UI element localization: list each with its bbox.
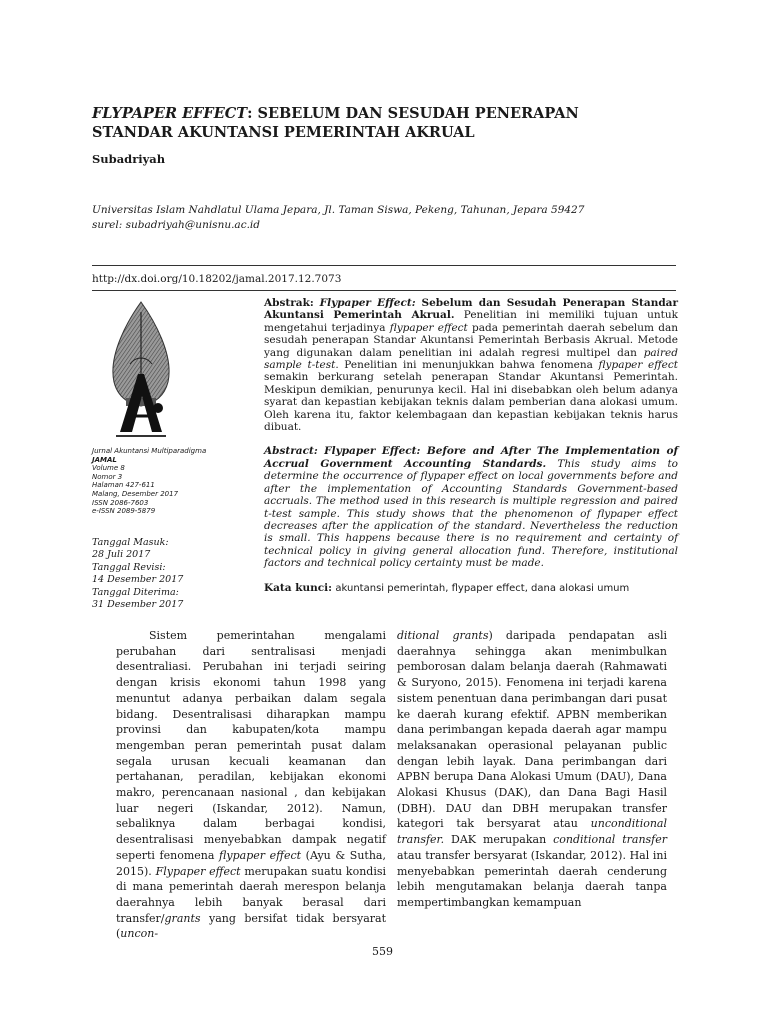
meta-abbrev: JAMAL bbox=[92, 455, 117, 464]
meta-journal: Jurnal Akuntansi Multiparadigma bbox=[92, 447, 207, 455]
journal-logo-icon bbox=[102, 300, 180, 440]
meta-city-date: Malang, Desember 2017 bbox=[92, 489, 179, 498]
meta-issn: ISSN 2086-7603 bbox=[92, 498, 149, 507]
doi-link[interactable]: http://dx.doi.org/10.18202/jamal.2017.12.7073 bbox=[92, 273, 342, 285]
body-paragraph-cont: ditional grants) daripada pendapatan asli daerahnya sehingga akan menimbulkan pemborosan dalam belanja daerah (Rahmawati & Suryono, 2015). Fenomena ini terjadi karena sistem penentuan dana perimbangan dari pusat ke daerah kurang efektif. APBN memberikan dana perimbangan kepada daerah agar mampu melaksanakan operasional pelayanan public dengan lebih layak. Dana perimbangan dari APBN berupa Dana Alokasi Umum (DAU), Dana Alokasi Khusus (DAK), dan Dana Bagi Hasil (DBH). DAU dan DBH merupakan transfer kategori tak bersyarat atau unconditional transfer. DAK merupakan conditional transfer atau transfer bersyarat (Iskandar, 2012). Hal ini menyebabkan pemerintah daerah cenderung lebih mengutamakan belanja daerah tanpa mempertimbangkan kemampuan bbox=[397, 629, 668, 909]
affiliation-email: surel: subadriyah@unisnu.ac.id bbox=[92, 219, 260, 231]
doi-rule bbox=[92, 290, 676, 291]
body-paragraph: Sistem pemerintahan mengalami perubahan dari sentralisasi menjadi desentraliasi. Perubahan ini terjadi seiring dengan krisis ekonomi tahun 1998 yang menuntut adanya perbaikan dalam segala bidang. Desentralisasi diharapkan mampu provinsi dan kabupaten/kota mampu mengemban peran pemerintah pusat dalam segala urusan kecuali keamanan dan pertahanan, peradilan, kebijakan ekonomi makro, perencanaan nasional , dan kebijakan luar negeri (Iskandar, 2012). Namun, sebaliknya dalam berbagai kondisi, desentralisasi menyebabkan dampak negatif seperti fenomena flypaper effect (Ayu & Sutha, 2015). Flypaper effect merupakan suatu kondisi di mana pemerintah daerah merespon belanja daerahnya lebih banyak berasal dari transfer/grants yang bersifat tidak bersyarat (uncon- bbox=[116, 629, 387, 941]
affiliation-address: Universitas Islam Nahdlatul Ulama Jepara, Jl. Taman Siswa, Pekeng, Tahunan, Jepara 59427 bbox=[92, 204, 585, 216]
date-diterima-label: Tanggal Diterima: bbox=[92, 586, 179, 598]
page-number: 559 bbox=[372, 945, 393, 958]
abstract-indonesian: Abstrak: Flypaper Effect: Sebelum dan Sesudah Penerapan Standar Akuntansi Pemerintah Akrual. Penelitian ini memiliki tujuan untuk mengetahui terjadinya flypaper effect pada pemerintah daerah sebelum dan sesudah penerapan Standar Akuntansi Pemerintah Berbasis Akrual. Metode yang digunakan dalam penelitian ini adalah regresi multipel dan paired sample t-test. Penelitian ini menunjukkan bahwa fenomena flypaper effect semakin berkurang setelah penerapan Standar Akuntansi Pemerintah. Meskipun demikian, penurunya kecil. Hal ini disebabkan oleh belum adanya syarat dan kepastian kebijakan teknis dalam pemberian dana alokasi umum. Oleh karena itu, faktor kelembagaan dan kepastian kebijakan teknis harus dibuat. bbox=[264, 297, 679, 434]
date-masuk: 28 Juli 2017 bbox=[92, 549, 151, 561]
meta-eissn: e-ISSN 2089-5879 bbox=[92, 507, 156, 516]
body-column-left bbox=[116, 628, 386, 942]
meta-volume: Volume 8 bbox=[92, 464, 125, 473]
keywords: Kata kunci: akuntansi pemerintah, flypaper effect, dana alokasi umum bbox=[264, 581, 630, 594]
top-rule bbox=[92, 265, 676, 266]
date-revisi-label: Tanggal Revisi: bbox=[92, 561, 166, 573]
title-italic: FLYPAPER EFFECT bbox=[92, 105, 248, 122]
article-dates bbox=[92, 537, 252, 611]
journal-meta bbox=[92, 447, 252, 516]
title-rest: : SEBELUM DAN SESUDAH PENERAPAN STANDAR AKUNTANSI PEMERINTAH AKRUAL bbox=[92, 105, 579, 141]
body-column-right bbox=[397, 628, 667, 911]
author-name: Subadriyah bbox=[92, 152, 166, 166]
abstract-block bbox=[264, 297, 678, 607]
date-diterima: 31 Desember 2017 bbox=[92, 599, 184, 611]
meta-nomor: Nomor 3 bbox=[92, 472, 123, 481]
date-masuk-label: Tanggal Masuk: bbox=[92, 537, 169, 548]
meta-halaman: Halaman 427-611 bbox=[92, 481, 155, 490]
abstract-english: Abstract: Flypaper Effect: Before and After The Implementation of Accrual Government Accounting Standards. This study aims to determine the occurrence of flypaper effect on local governments before and after the implementation of Accounting Standards Government-based accruals. The method used in this research is multiple regression and paired t-test sample. This study shows that the phenomenon of flypaper effect decreases after the application of the standard. Nevertheless the reduction is small. This happens because there is no requirement and certainty of technical policy in giving general allocation fund. Therefore, institutional factors and technical policy certainty must be made. bbox=[264, 445, 678, 570]
date-revisi: 14 Desember 2017 bbox=[92, 574, 184, 586]
article-title bbox=[92, 104, 652, 142]
affiliation bbox=[92, 203, 692, 233]
